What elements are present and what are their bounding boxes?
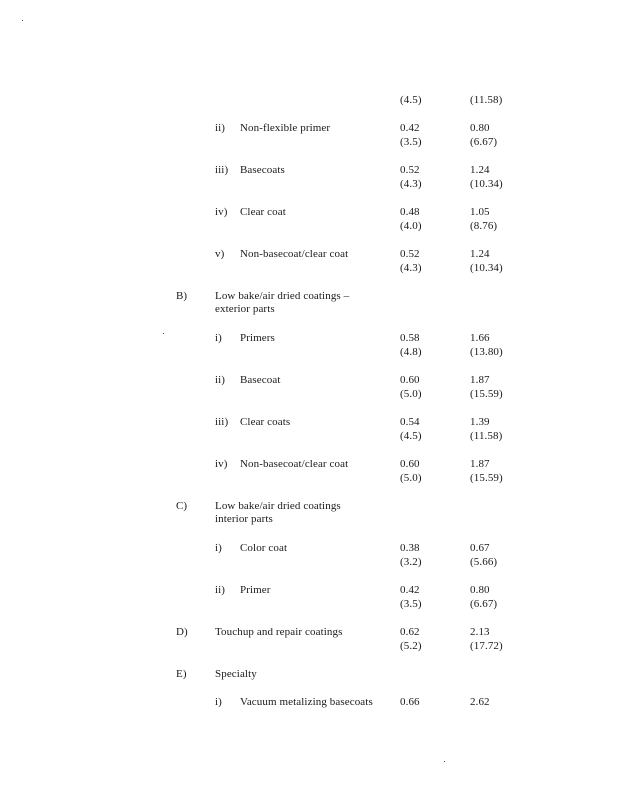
row-value-a-paren: (4.0) <box>400 220 422 232</box>
row-value-a: 0.54 <box>400 416 420 428</box>
row-value-b: 0.67 <box>470 542 490 554</box>
row-value-a: 0.52 <box>400 164 420 176</box>
row-label: Non-basecoat/clear coat <box>240 248 349 260</box>
row-label: Non-flexible primer <box>240 122 331 134</box>
row-label: Vacuum metalizing basecoats <box>240 696 373 708</box>
row-value-b: 0.80 <box>470 584 490 596</box>
row-roman: i) <box>215 332 222 344</box>
row-value-b: 1.87 <box>470 458 490 470</box>
row-value-a: 0.38 <box>400 542 420 554</box>
row-value-a: 0.62 <box>400 626 420 638</box>
row-label: Basecoats <box>240 164 285 176</box>
row-value-a-paren: (3.5) <box>400 136 422 148</box>
section-b-letter: B) <box>176 290 188 302</box>
row-roman: i) <box>215 696 222 708</box>
scan-speck <box>163 333 164 334</box>
row-value-b: 2.13 <box>470 626 490 638</box>
row-value-a-paren: (4.3) <box>400 178 422 190</box>
row-roman: iii) <box>215 164 229 176</box>
row-value-a: 0.66 <box>400 696 420 708</box>
section-d-letter: D) <box>176 626 188 638</box>
row-value-a-paren: (3.2) <box>400 556 422 568</box>
row-label: Clear coats <box>240 416 291 428</box>
row-label: Clear coat <box>240 206 286 218</box>
row-label: Color coat <box>240 542 288 554</box>
row-value-a-paren: (3.5) <box>400 598 422 610</box>
row-value-b-paren: (15.59) <box>470 472 503 484</box>
row-value-a: 0.58 <box>400 332 420 344</box>
section-b-title: Low bake/air dried coatings – <box>215 290 350 302</box>
row-roman: iv) <box>215 206 228 218</box>
row-value-a: 0.42 <box>400 122 420 134</box>
row-label: Basecoat <box>240 374 281 386</box>
row-value-b: 1.24 <box>470 248 490 260</box>
row-label: Primer <box>240 584 271 596</box>
row-roman: v) <box>215 248 225 260</box>
row-value-b: 2.62 <box>470 696 490 708</box>
row-value-b-paren: (10.34) <box>470 262 503 274</box>
row-value-b: 0.80 <box>470 122 490 134</box>
row-value-a-paren: (4.8) <box>400 346 422 358</box>
row-value-a-paren: (4.5) <box>400 430 422 442</box>
row-label: Non-basecoat/clear coat <box>240 458 349 470</box>
row-value-a: 0.60 <box>400 374 420 386</box>
row-roman: iii) <box>215 416 229 428</box>
row-value-b-paren: (6.67) <box>470 598 498 610</box>
row-roman: ii) <box>215 584 226 596</box>
row-value-b-paren: (17.72) <box>470 640 503 652</box>
section-e-letter: E) <box>176 668 187 680</box>
row-value-b-paren: (10.34) <box>470 178 503 190</box>
row-value-b-paren: (6.67) <box>470 136 498 148</box>
row-value-a: 0.42 <box>400 584 420 596</box>
row-roman: i) <box>215 542 222 554</box>
row-value-b-paren: (13.80) <box>470 346 503 358</box>
scan-speck <box>444 761 445 762</box>
row-value-b: 1.66 <box>470 332 490 344</box>
row-value-b-paren: (5.66) <box>470 556 498 568</box>
section-c-title-line2: interior parts <box>215 513 273 525</box>
section-b-title-line2: exterior parts <box>215 303 275 315</box>
row-roman: ii) <box>215 374 226 386</box>
section-e-title: Specialty <box>215 668 257 680</box>
top-value-a: (4.5) <box>400 94 422 106</box>
row-label: Primers <box>240 332 275 344</box>
scan-speck <box>22 20 23 21</box>
section-d-label: Touchup and repair coatings <box>215 626 343 638</box>
top-value-b: (11.58) <box>470 94 503 106</box>
row-roman: iv) <box>215 458 228 470</box>
row-value-b: 1.05 <box>470 206 490 218</box>
row-value-b: 1.24 <box>470 164 490 176</box>
row-value-a: 0.60 <box>400 458 420 470</box>
row-value-a-paren: (5.0) <box>400 388 422 400</box>
row-value-b-paren: (8.76) <box>470 220 498 232</box>
row-value-b: 1.39 <box>470 416 490 428</box>
row-value-a: 0.52 <box>400 248 420 260</box>
row-value-a: 0.48 <box>400 206 420 218</box>
section-c-title: Low bake/air dried coatings <box>215 500 341 512</box>
row-value-b: 1.87 <box>470 374 490 386</box>
row-roman: ii) <box>215 122 226 134</box>
row-value-a-paren: (4.3) <box>400 262 422 274</box>
row-value-a-paren: (5.2) <box>400 640 422 652</box>
section-c-letter: C) <box>176 500 188 512</box>
row-value-b-paren: (11.58) <box>470 430 503 442</box>
row-value-a-paren: (5.0) <box>400 472 422 484</box>
row-value-b-paren: (15.59) <box>470 388 503 400</box>
